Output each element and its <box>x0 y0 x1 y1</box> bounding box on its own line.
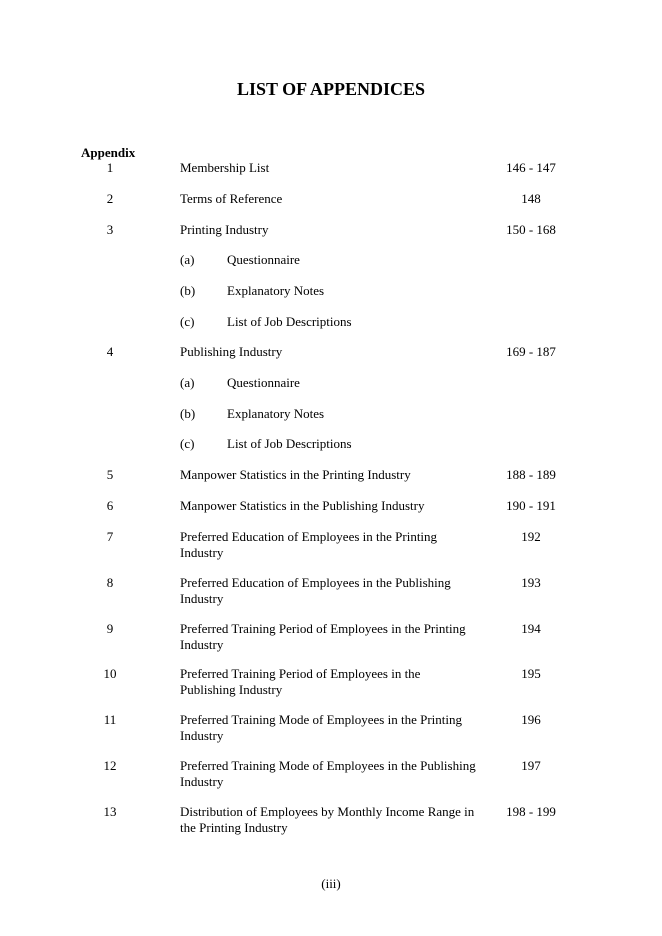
entry-number: 13 <box>103 804 117 819</box>
entry-pages: 196 <box>521 712 541 727</box>
entry-title-line: Industry <box>180 728 224 743</box>
entry-pages: 188 - 189 <box>506 467 556 482</box>
entry-pages: 195 <box>521 666 541 681</box>
entry-title <box>180 621 490 653</box>
entry-number: 7 <box>106 529 114 544</box>
entry-pages: 148 <box>521 191 541 206</box>
entry-title-line: Industry <box>180 637 224 652</box>
entry-number: 10 <box>103 666 117 681</box>
entry-number: 2 <box>106 191 114 206</box>
subitem-text: Questionnaire <box>227 375 300 390</box>
subitem-letter: (a) <box>180 252 195 267</box>
entry-title: Membership List <box>180 160 270 175</box>
entry-number: 12 <box>103 758 117 773</box>
subitem-text: Questionnaire <box>227 252 300 267</box>
entry-title-line: Preferred Training Period of Employees in the <box>180 666 421 681</box>
subitem-letter: (c) <box>180 314 195 329</box>
entry-number: 1 <box>106 160 114 175</box>
subitem-letter: (b) <box>180 283 196 298</box>
entry-title-line: Preferred Training Mode of Employees in the Publishing <box>180 758 476 773</box>
subitem-letter: (b) <box>180 406 196 421</box>
entry-number: 8 <box>106 575 114 590</box>
entry-pages: 197 <box>521 758 541 773</box>
entry-title-line: Industry <box>180 774 224 789</box>
entry-pages: 198 - 199 <box>506 804 556 819</box>
entry-pages: 146 - 147 <box>506 160 556 175</box>
entry-title: Publishing Industry <box>180 344 283 359</box>
entry-pages: 192 <box>521 529 541 544</box>
entry-title-line: Industry <box>180 545 224 560</box>
entry-number: 5 <box>106 467 114 482</box>
entry-title <box>180 758 490 790</box>
entry-number: 4 <box>106 344 114 359</box>
subitem-text: List of Job Descriptions <box>227 436 352 451</box>
entry-title-line: Distribution of Employees by Monthly Income Range in <box>180 804 475 819</box>
subitem-letter: (c) <box>180 436 195 451</box>
entry-number: 9 <box>106 621 114 636</box>
entry-title: Manpower Statistics in the Printing Industry <box>180 467 411 482</box>
entry-title: Terms of Reference <box>180 191 283 206</box>
appendix-column-header: Appendix <box>81 145 136 160</box>
entry-title <box>180 529 490 561</box>
entry-pages: 193 <box>521 575 541 590</box>
subitem-text: Explanatory Notes <box>227 283 325 298</box>
subitem-letter: (a) <box>180 375 195 390</box>
entry-title-line: Preferred Education of Employees in the Publishing <box>180 575 451 590</box>
entry-title-line: Industry <box>180 591 224 606</box>
entry-number: 11 <box>103 712 117 727</box>
page-title: LIST OF APPENDICES <box>236 79 426 99</box>
subitem-text: Explanatory Notes <box>227 406 325 421</box>
entry-title: Printing Industry <box>180 222 269 237</box>
entry-pages: 194 <box>521 621 541 636</box>
entry-pages: 169 - 187 <box>506 344 556 359</box>
entry-number: 3 <box>106 222 114 237</box>
entry-title-line: Publishing Industry <box>180 682 283 697</box>
page-number: (iii) <box>321 876 341 891</box>
entry-title <box>180 575 490 607</box>
entry-title <box>180 804 490 836</box>
entry-pages: 150 - 168 <box>506 222 556 237</box>
entry-title <box>180 712 490 744</box>
entry-pages: 190 - 191 <box>506 498 556 513</box>
entry-title: Manpower Statistics in the Publishing Industry <box>180 498 425 513</box>
entry-title-line: Preferred Training Period of Employees in the Printing <box>180 621 466 636</box>
entry-title <box>180 666 490 698</box>
entry-title-line: the Printing Industry <box>180 820 288 835</box>
entry-title-line: Preferred Training Mode of Employees in the Printing <box>180 712 462 727</box>
entry-title-line: Preferred Education of Employees in the Printing <box>180 529 438 544</box>
entry-number: 6 <box>106 498 114 513</box>
subitem-text: List of Job Descriptions <box>227 314 352 329</box>
